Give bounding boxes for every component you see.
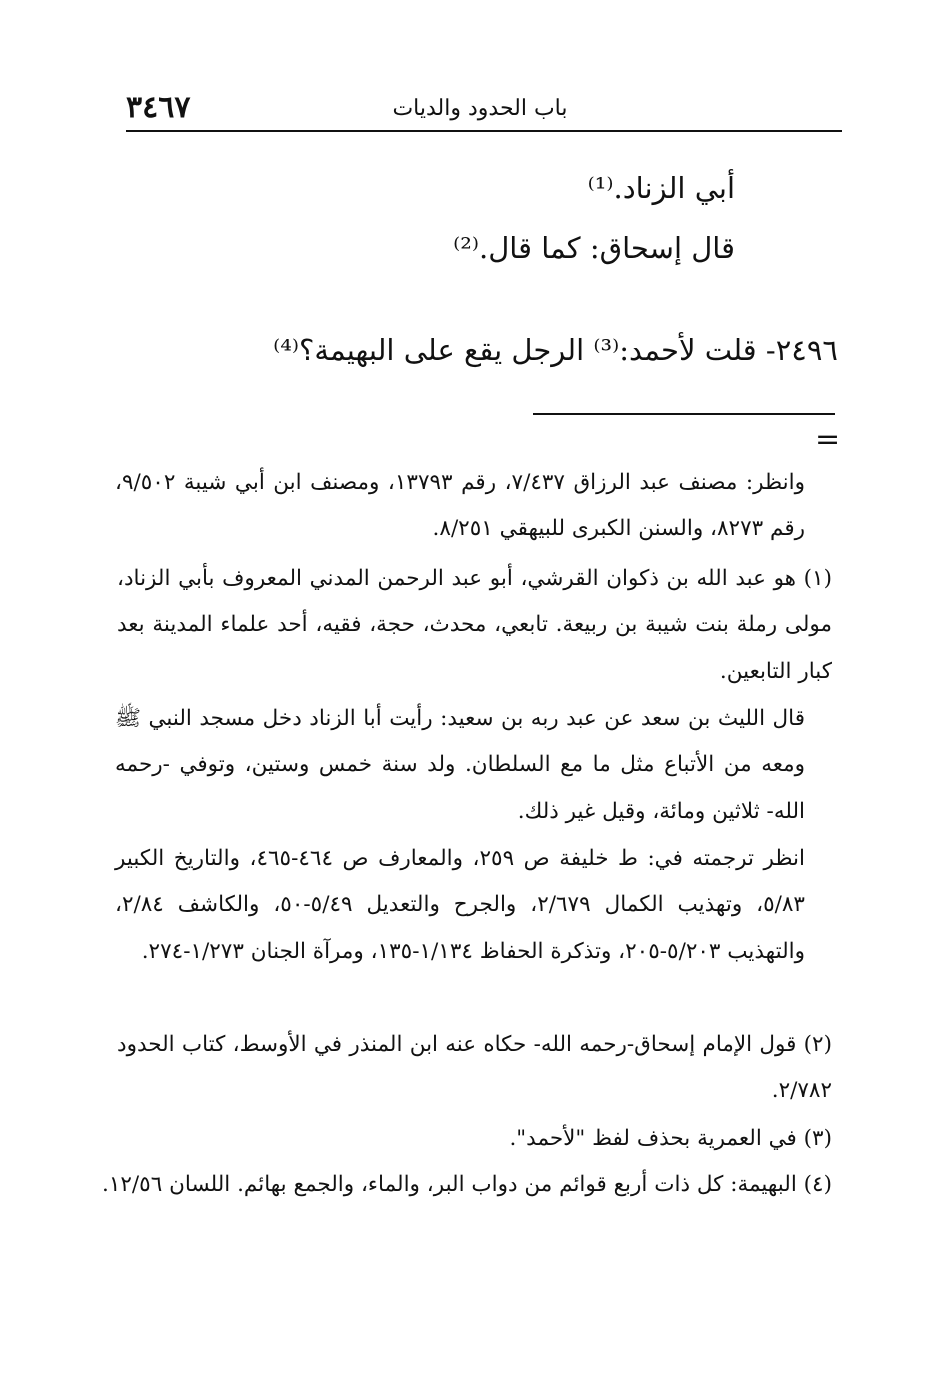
running-header-title: باب الحدود والديات [392,96,568,121]
footnote-4 [101,1162,832,1208]
footnote-1-paragraph-2: قال الليث بن سعد عن عبد ربه بن سعيد: رأيت أبا الزناد دخل مسجد النبي ﷺ ومعه من الأتباع مثل ما مع السلطان. ولد سنة خمس وستين، وتوفي -رحمه الله- ثلاثين ومائة، وقيل غير ذلك. [115,706,805,824]
footnote-1-paragraph-3: انظر ترجمته في: ط خليفة ص ٢٥٩، والمعارف ص ٤٦٤-٤٦٥، والتاريخ الكبير ٥/٨٣، وتهذيب الكمال ٢/٦٧٩، والجرح والتعديل ٥/٤٩-٥٠، والكاشف ٢/٨٤، والتهذيب ٥/٢٠٣-٢٠٥، وتذكرة الحفاظ ١/١٣٤-١٣٥، ومرآة الجنان ١/٢٧٣-٢٧٤. [115,846,805,964]
footnote-1: (١) هو عبد الله بن ذكوان القرشي، أبو عبد الرحمن المدني المعروف بأبي الزناد، مولى رملة بنت شيبة بن ربيعة. تابعي، محدث، حجة، فقيه، أحد علماء المدينة بعد كبار التابعين. [117,566,832,684]
footnote-separator [533,413,835,415]
footnote-2: (٢) قول الإمام إسحاق-رحمه الله- حكاه عنه ابن المنذر في الأوسط، كتاب الحدود ٢/٧٨٢. [117,1032,832,1104]
main-text-line-2: قال إسحاق: كما قال.⁽²⁾ [453,231,735,265]
header-rule [126,130,842,132]
footnote-3 [117,1116,832,1162]
footnote-continuation-mark: = [815,422,841,457]
main-text-line-1: أبي الزناد.⁽¹⁾ [587,171,735,205]
footnote-3-text: (٣) في العمرية بحذف لفظ "لأحمد". [509,1126,832,1151]
footnote-4-text: (٤) البهيمة: كل ذات أربع قوائم من دواب البر، والماء، والجمع بهائم. اللسان ١٢/٥٦. [101,1172,832,1197]
footnote-continuation: وانظر: مصنف عبد الرزاق ٧/٤٣٧، رقم ١٣٧٩٣، ومصنف ابن أبي شيبة ٩/٥٠٢، رقم ٨٢٧٣، والسنن الكبرى للبيهقي ٨/٢٥١. [115,470,805,542]
main-text-question: ٢٤٩٦- قلت لأحمد:⁽³⁾ الرجل يقع على البهيمة؟⁽⁴⁾ [273,333,838,367]
page-number: ٣٤٦٧ [126,90,191,125]
